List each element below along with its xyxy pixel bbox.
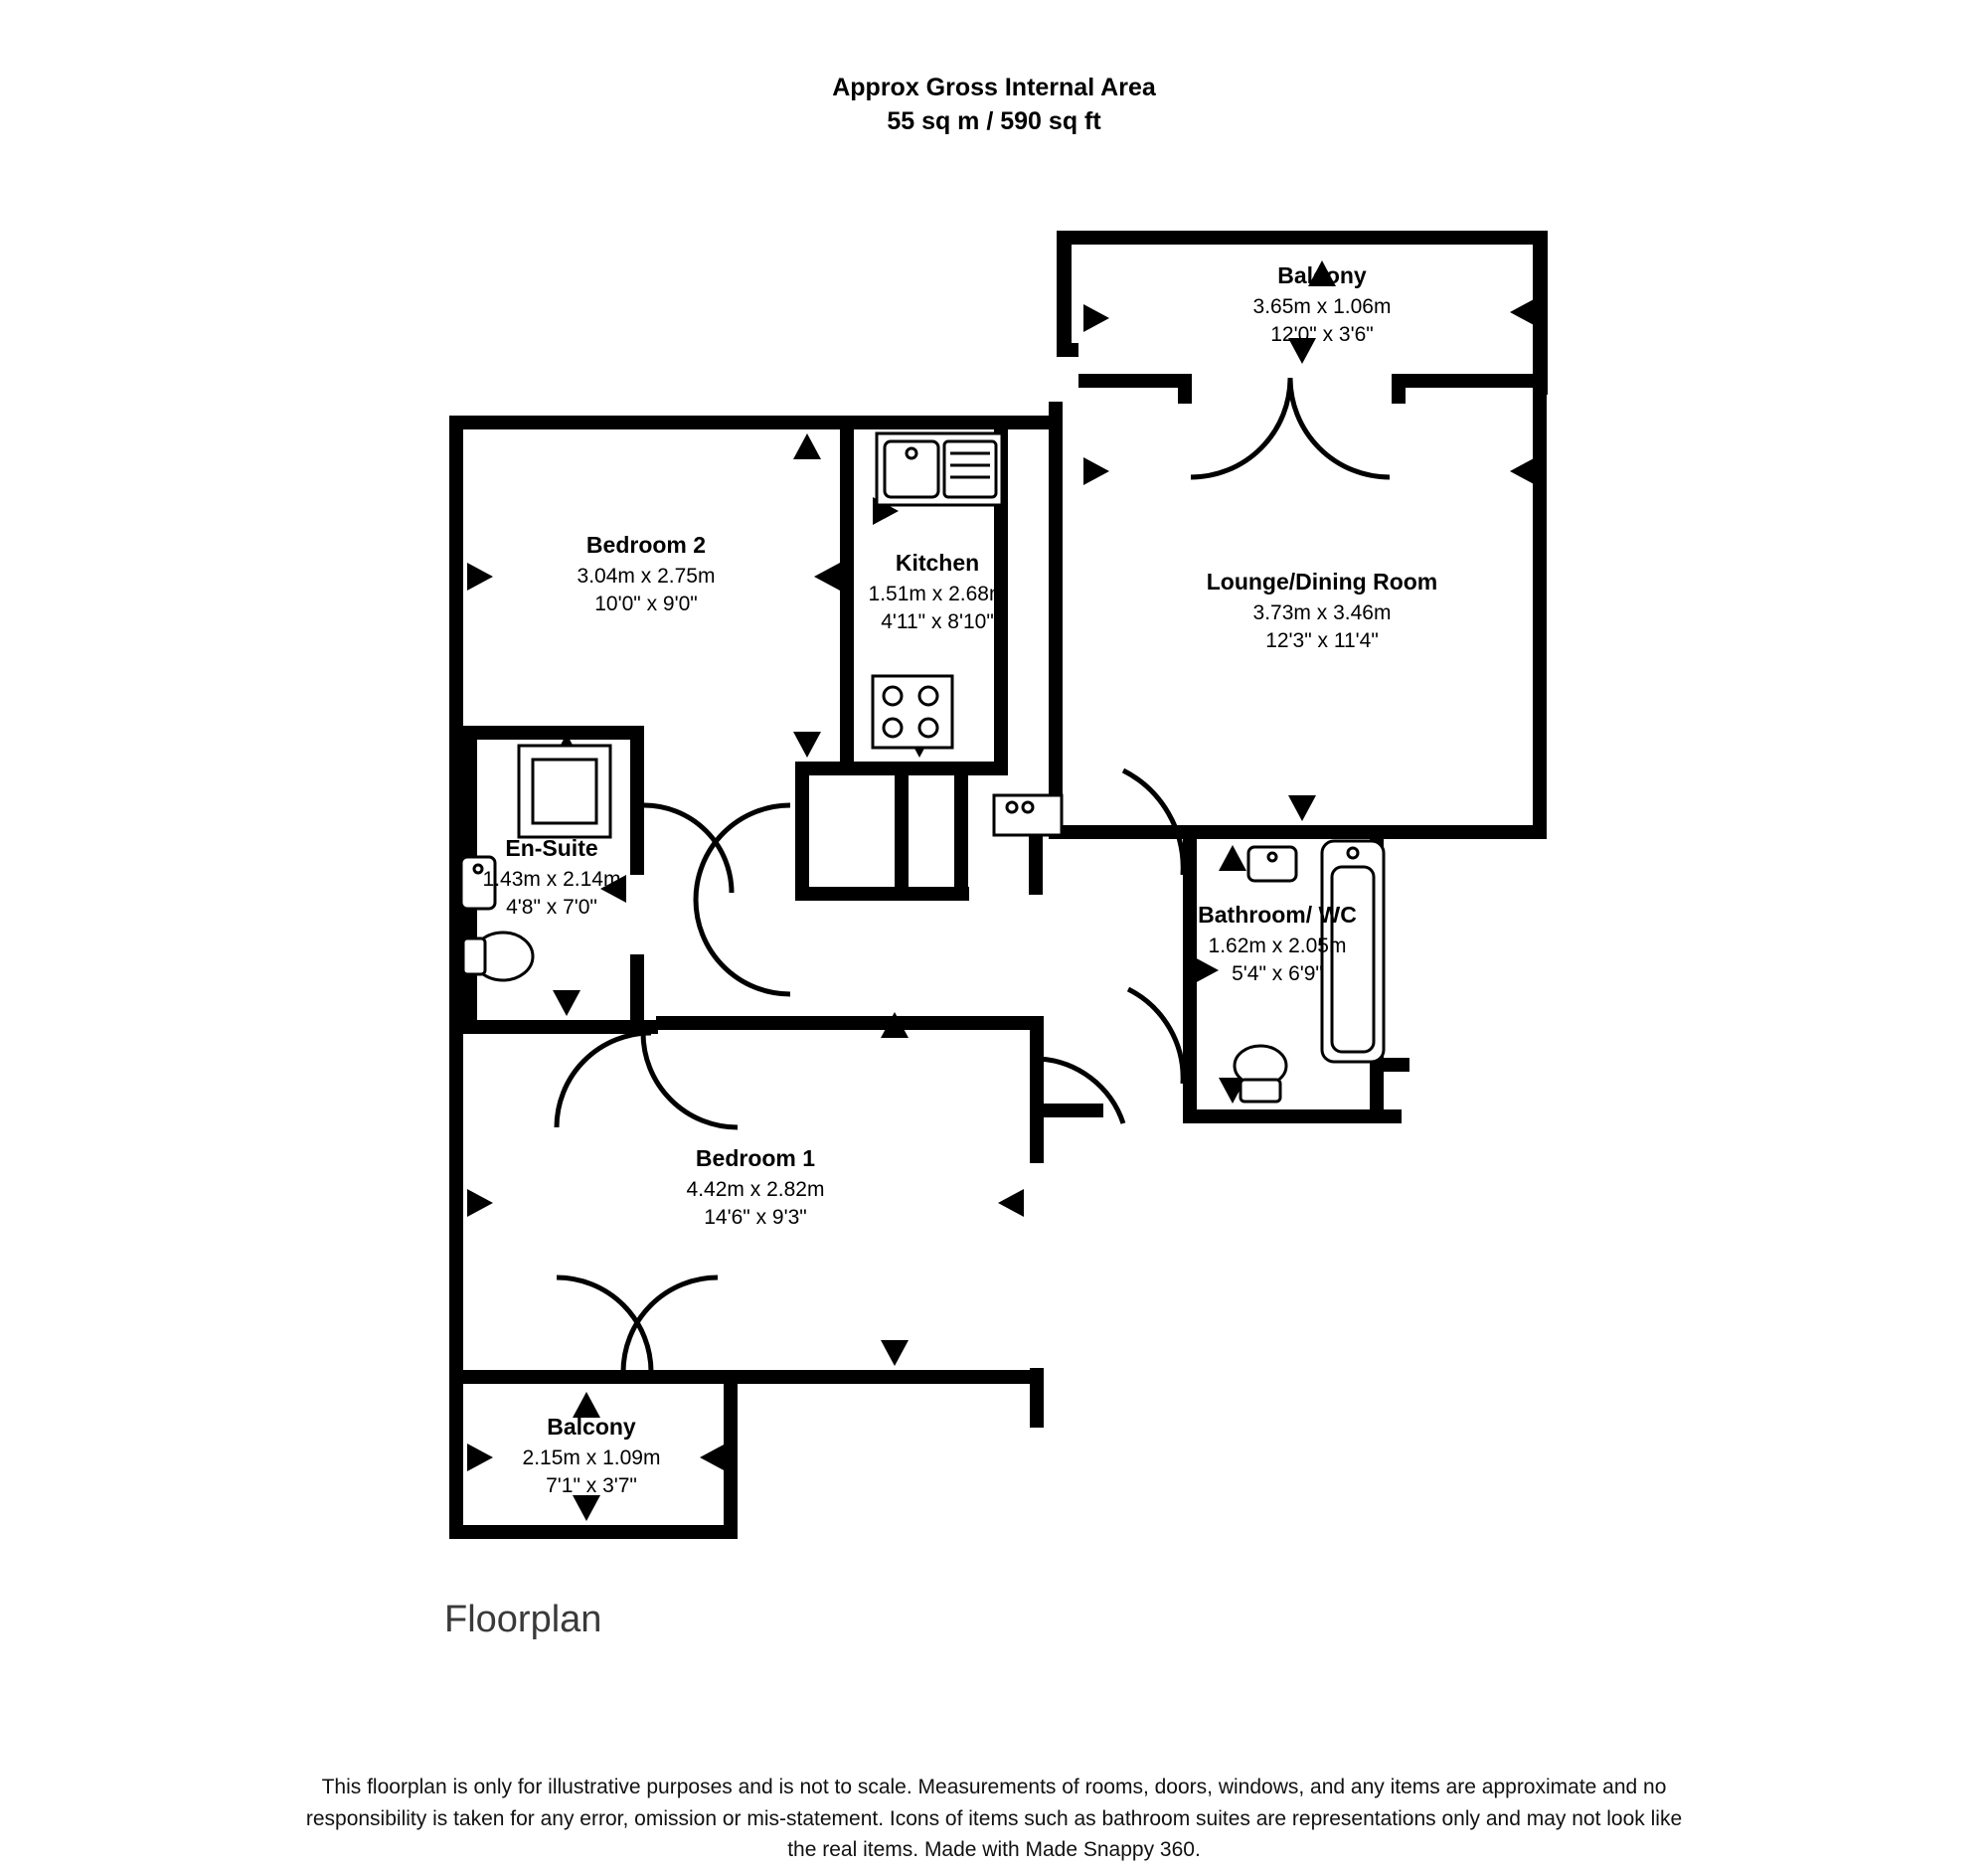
room-dim-metric: 3.65m x 1.06m: [1252, 295, 1392, 319]
room-label-bedroom-2: [497, 530, 795, 618]
bathroom-basin-icon: [1248, 847, 1296, 881]
room-dim-imperial: 14'6" x 9'3": [704, 1206, 807, 1230]
disclaimer-text: This floorplan is only for illustrative purposes and is not to scale. Measurements of rooms, doors, windows, and any items are approximate and no responsibility is taken for any error, omission or mis-statement. Icons of items such as bathroom suites are representations only and may not look like the real items. Made with Made Snappy 360.: [305, 1776, 1683, 1861]
bathroom-toilet-icon: [1235, 1046, 1286, 1102]
ensuite-toilet-icon: [463, 933, 533, 980]
room-dim-imperial: 4'11" x 8'10": [881, 610, 994, 634]
room-label-bedroom-1: [606, 1143, 905, 1232]
room-name: Lounge/Dining Room: [1206, 569, 1438, 595]
room-name: Bathroom/ WC: [1198, 902, 1357, 928]
room-dim-metric: 4.42m x 2.82m: [686, 1178, 825, 1202]
kitchen-hob-icon: [873, 676, 952, 748]
room-name: Balcony: [547, 1414, 636, 1440]
room-dim-imperial: 5'4" x 6'9": [1232, 962, 1323, 986]
room-dim-imperial: 4'8" x 7'0": [506, 896, 597, 920]
room-name: Bedroom 2: [585, 532, 707, 558]
area-header-line1: Approx Gross Internal Area: [832, 74, 1156, 101]
kitchen-counter-icon: [994, 795, 1062, 835]
room-dim-metric: 3.73m x 3.46m: [1252, 601, 1392, 625]
room-dim-metric: 1.62m x 2.05m: [1208, 935, 1347, 958]
room-label-bathroom-wc: [1168, 900, 1387, 988]
room-dim-metric: 1.51m x 2.68m: [868, 583, 1007, 606]
room-dim-imperial: 7'1" x 3'7": [546, 1474, 637, 1498]
room-label-en-suite: [427, 833, 676, 922]
room-name: Balcony: [1277, 262, 1367, 288]
room-dim-imperial: 12'3" x 11'4": [1265, 629, 1379, 653]
room-dim-metric: 2.15m x 1.09m: [522, 1446, 661, 1470]
floorplan-caption: Floorplan: [444, 1599, 602, 1640]
room-label-balcony-top: [1173, 260, 1471, 349]
room-dim-metric: 3.04m x 2.75m: [577, 565, 716, 589]
room-name: Kitchen: [895, 550, 980, 576]
room-name: En-Suite: [505, 835, 598, 861]
room-label-lounge-dining: [1153, 567, 1491, 655]
room-dim-imperial: 12'0" x 3'6": [1270, 323, 1374, 347]
area-header-line2: 55 sq m / 590 sq ft: [887, 106, 1101, 135]
room-name: Bedroom 1: [695, 1145, 816, 1171]
room-dim-imperial: 10'0" x 9'0": [594, 593, 698, 616]
room-dim-metric: 1.43m x 2.14m: [482, 868, 621, 892]
shower-tray-icon: [519, 746, 610, 837]
room-label-balcony-bottom: [467, 1412, 716, 1500]
room-label-kitchen: [813, 548, 1062, 636]
